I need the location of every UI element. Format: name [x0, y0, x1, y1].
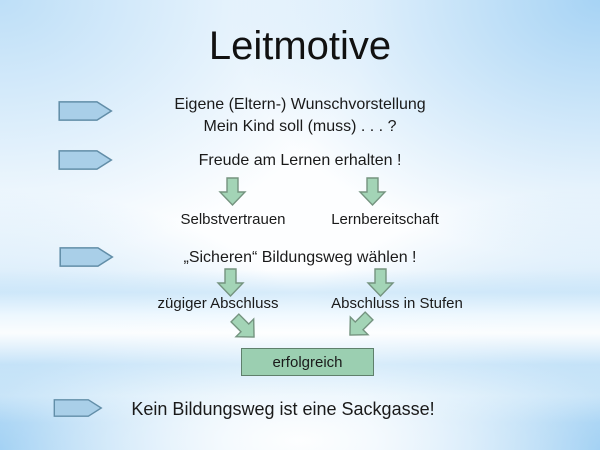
- statement-freude-am-lernen: Freude am Lernen erhalten !: [198, 152, 402, 169]
- down-arrow-icon: [218, 177, 247, 206]
- intro-line-1: Eigene (Eltern-) Wunschvorstellung: [174, 96, 426, 113]
- down-right-arrow-icon: [224, 307, 265, 348]
- right-arrow-icon: [53, 398, 103, 418]
- intro-text: [0, 94, 600, 138]
- label-selbstvertrauen: Selbstvertrauen: [180, 211, 286, 228]
- down-arrow-icon: [366, 268, 395, 297]
- result-box: [241, 348, 374, 376]
- label-lernbereitschaft: Lernbereitschaft: [331, 211, 439, 228]
- statement-bildungsweg-waehlen: „Sicheren“ Bildungsweg wählen !: [183, 249, 417, 266]
- label-abschluss-in-stufen: Abschluss in Stufen: [331, 295, 463, 312]
- label-zuegiger-abschluss: zügiger Abschluss: [157, 295, 279, 312]
- down-arrow-icon: [216, 268, 245, 297]
- footer-statement: Kein Bildungsweg ist eine Sackgasse!: [131, 399, 435, 419]
- intro-line-2: Mein Kind soll (muss) . . . ?: [203, 118, 397, 135]
- down-arrow-icon: [358, 177, 387, 206]
- result-box-label: erfolgreich: [272, 353, 343, 371]
- slide-title: Leitmotive: [208, 24, 392, 68]
